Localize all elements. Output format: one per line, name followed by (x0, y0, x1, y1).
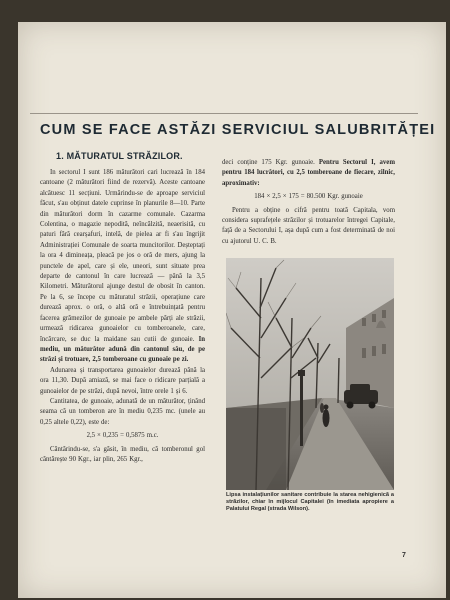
paragraph: Adunarea și transportarea gunoaielor durează până la ora 11,30. După amiază, se mai face o ridicare parțială a gunoaielor de pe străzi, după nevoi, între orele 1 și 6. (40, 366, 205, 395)
paragraph: Cantitatea, de gunoaie, adunată de un măturător, ținând seama că un tomberon are în mediu 0,235 mc. (unele au 0,25 altele 0,22), este de: (40, 397, 205, 426)
right-column (222, 158, 395, 262)
section-heading: 1. MĂTURATUL STRĂZILOR. (56, 151, 183, 161)
paragraph: Pentru a obține o cifră pentru toată Capitala, vom considera suprafețele străzilor și trotuarelor întregei Capitale, față de a Sectorului I, așa după cum a fost determinată de noi cu ajutorul U. C. B. (222, 206, 395, 245)
street-photo-image (226, 258, 394, 490)
street-photo (226, 258, 394, 490)
paragraph-text: In sectorul I sunt 186 măturători cari lucrează în 184 cantoane (2 măturători fiind de rezervă). Aceste cantoane alcătuesc 11 secțiuni. Urmărindu-se de aproape serviciul făcut, s'au obținut datele cuprinse în planurile 8—10. Parte din măturători dorm în cazarme comunale. Cazarma Colentina, o magazie nepodită, neîncălzită, neaerisită, cu paturi fără cearșafuri, intelă, de pielea ar fi s'au îngrijit Administrației Comunale de soarta muncitorilor. Deșteptați la ora 4 dimineața, pleacă pe jos o oră de mers, ajung la punctele de apel, care și ele, uneori, sunt situate prea departe de cantonul în care lucrează — până la 3,5 Kilometri. Măturătorul ajunge destul de obosit în canton. Pe la 6, se începe cu măturatul străzii, operațiune care durează aprox. o oră, o altă oră e întrebuințată pentru facerea grămezilor de gunoaie pe ambele părți ale străzii, urmează ridicarea gunoaielor cu tomberoanele, care, încărcare, se duc la maidane sau cutii de gunoaie. (40, 169, 205, 343)
page-title: CUM SE FACE ASTĂZI SERVICIUL SALUBRITĂȚEI (40, 122, 436, 138)
paragraph (222, 158, 395, 189)
paragraph-bold-text: Pentru Sectorul I, avem pentru 184 lucrători, cu 2,5 tomberoane de fiecare, zilnic, aproximativ: (222, 159, 395, 187)
paragraph (40, 168, 205, 366)
formula: 184 × 2,5 × 175 = 80.500 Kgr. gunoaie (254, 193, 363, 201)
top-rule (30, 113, 418, 114)
paragraph-bold-text: In mediu, un măturător adună din cantonul său, de pe străzi și trotuare, 2,5 tomberoane cu gunoaie pe zi. (40, 335, 205, 364)
page-number: 7 (402, 552, 406, 559)
paragraph: Cântărindu-se, s'a găsit, în mediu, că tomberonul gol cântărește 90 Kgr., iar plin, 265 Kgr., (40, 445, 205, 463)
formula: 2,5 × 0,235 = 0,5875 m.c. (86, 432, 159, 440)
photo-caption: Lipsa instalațiunilor sanitare contribuie la starea nehigienică a străzilor, chiar în mijlocul Capitalei (în imediata apropiere a Palatului Regal (strada Wilson). (226, 492, 394, 513)
paragraph-text: deci conține 175 Kgr. gunoaie. (222, 159, 315, 166)
left-column (40, 168, 205, 588)
